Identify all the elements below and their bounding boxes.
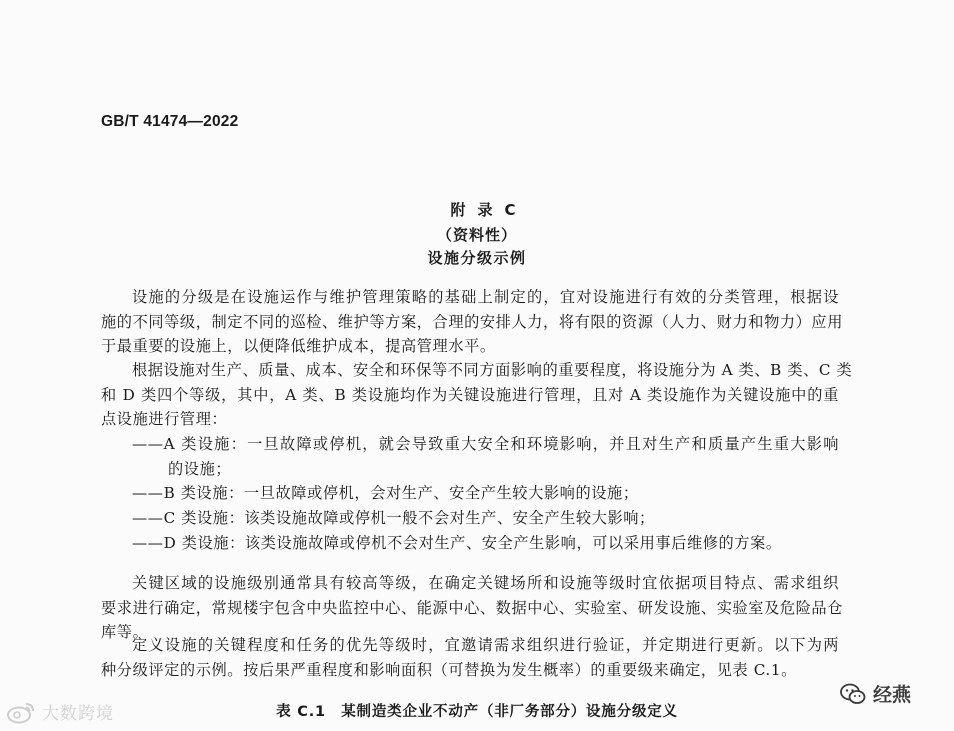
class-item-line: ——C 类设施：该类设施故障或停机一般不会对生产、安全产生较大影响； xyxy=(132,509,655,527)
watermark-right-text: 经燕 xyxy=(873,684,912,706)
watermark-left-text: 大数跨境 xyxy=(42,704,114,724)
watermark-left xyxy=(6,699,114,724)
paragraph-line: 根据设施对生产、质量、成本、安全和环保等不同方面影响的重要程度，将设施分为 A 类、B 类、C 类 xyxy=(132,361,853,379)
paragraph-line: 施的不同等级，制定不同的巡检、维护等方案，合理的安排人力，将有限的资源（人力、财力和物力）应用 xyxy=(101,312,844,331)
paragraph-line: 种分级评定的示例。按后果严重程度和影响面积（可替换为发生概率）的重要级来确定，见表 C.1。 xyxy=(101,660,797,679)
class-item-line: ——D 类设施：该类设施故障或停机不会对生产、安全产生影响，可以采用事后维修的方案。 xyxy=(132,534,782,552)
class-a-item xyxy=(132,432,839,481)
paragraph-classification-basis xyxy=(101,285,844,359)
class-c-item xyxy=(132,506,839,531)
paragraph-line: 关键区域的设施级别通常具有较高等级，在确定关键场所和设施等级时宜依据项目特点、需求组织 xyxy=(132,574,839,592)
annex-nature: （资料性） xyxy=(436,226,517,244)
class-d-item xyxy=(132,531,839,556)
paragraph-line: 设施的分级是在设施运作与维护管理策略的基础上制定的，宜对设施进行有效的分类管理，根据设 xyxy=(132,288,839,306)
class-item-line: ——A 类设施：一旦故障或停机，就会导致重大安全和环境影响，并且对生产和质量产生重大影响 xyxy=(132,435,839,453)
annex-heading: 附录C xyxy=(450,201,528,219)
paragraph-class-levels xyxy=(101,358,853,432)
paragraph-line: 库等。 xyxy=(101,623,149,641)
paragraph-line: 和 D 类四个等级，其中，A 类、B 类设施均作为关键设施进行管理，且对 A 类设施作为关键设施中的重 xyxy=(101,385,839,404)
standard-code: GB/T 41474—2022 xyxy=(101,113,239,130)
class-item-line: ——B 类设施：一旦故障或停机，会对生产、安全产生较大影响的设施； xyxy=(132,484,639,502)
paragraph-line: 定义设施的关键程度和任务的优先等级时，宜邀请需求组织进行验证，并定期进行更新。以下为两 xyxy=(132,636,839,654)
paragraph-line: 于最重要的设施上，以便降低维护成本，提高管理水平。 xyxy=(101,337,496,355)
weibo-logo-icon xyxy=(6,700,36,724)
class-item-continuation: 的设施； xyxy=(168,459,232,478)
wechat-logo-icon xyxy=(840,683,866,705)
annex-subject: 设施分级示例 xyxy=(427,249,527,267)
paragraph-line: 要求进行确定，常规楼宇包含中央监控中心、能源中心、数据中心、实验室、研发设施、实验室及危险品仓 xyxy=(101,598,844,617)
paragraph-definition-validation xyxy=(101,633,839,682)
paragraph-line: 点设施进行管理： xyxy=(101,410,228,428)
watermark-right xyxy=(840,680,911,707)
table-caption: 表 C.1 某制造类企业不动产（非厂务部分）设施分级定义 xyxy=(276,704,678,720)
class-b-item xyxy=(132,481,839,506)
